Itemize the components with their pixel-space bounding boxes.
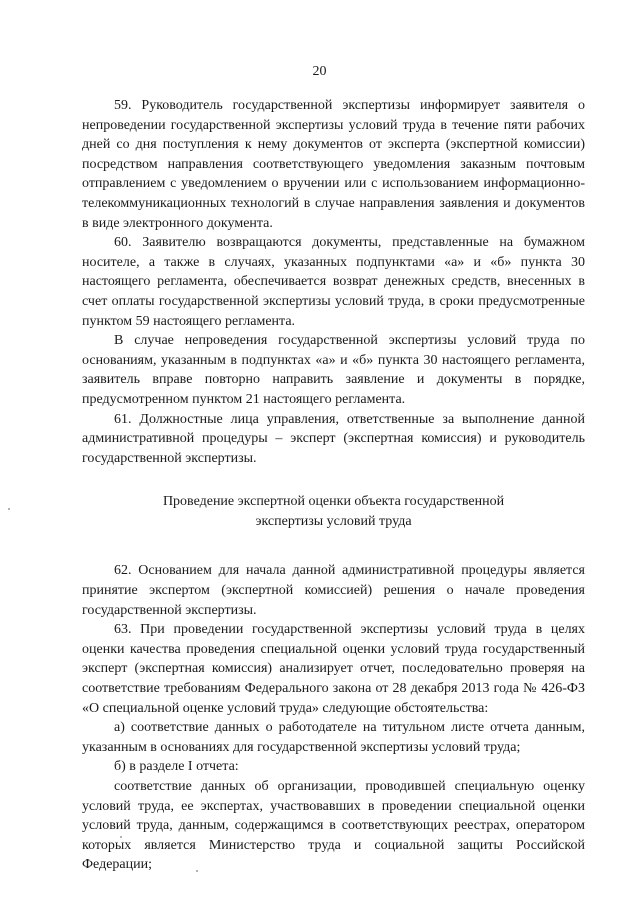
- scan-speck: [196, 870, 198, 872]
- paragraph-59: 59. Руководитель государственной экспертизы информирует заявителя о непроведении государственной экспертизы условий труда в течение пяти рабочих дней со дня поступления к нему документов от эксперта (экспертной комиссии) посредством направления соответствующего уведомления заказным почтовым отправлением с уведомлением о вручении или с использованием информационно-телекоммуникационных технологий в случае направления заявления и документов в виде электронного документа.: [82, 98, 585, 231]
- section-title-line-2: экспертизы условий труда: [255, 513, 412, 529]
- paragraph-63-item-a: а) соответствие данных о работодателе на титульном листе отчета данным, указанным в основаниях для государственной экспертизы условий труда;: [82, 720, 585, 755]
- paragraph-60-continued: В случае непроведения государственной экспертизы условий труда по основаниям, указанным в подпунктах «а» и «б» пункта 30 настоящего регламента, заявитель вправе повторно направить заявление и документы в порядке, предусмотренном пунктом 21 настоящего регламента.: [82, 333, 585, 407]
- scan-speck: [8, 508, 10, 510]
- paragraph-60: 60. Заявителю возвращаются документы, представленные на бумажном носителе, а также в случаях, указанных подпунктами «а» и «б» пункта 30 настоящего регламента, обеспечивается возврат денежных средств, внесенных в счет оплаты государственной экспертизы условий труда, в сроки предусмотренные пунктом 59 настоящего регламента.: [82, 235, 585, 329]
- section-title-line-1: Проведение экспертной оценки объекта государственной: [162, 494, 505, 510]
- paragraph-62: 62. Основанием для начала данной административной процедуры является принятие экспертом (экспертной комиссией) решения о начале проведения государственной экспертизы.: [82, 563, 585, 618]
- document-body: [82, 96, 585, 875]
- scan-speck: [120, 836, 122, 838]
- paragraph-61: 61. Должностные лица управления, ответственные за выполнение данной административной процедуры – эксперт (экспертная комиссия) и руководитель государственной экспертизы.: [82, 411, 585, 466]
- page-number: 20: [312, 64, 327, 79]
- paragraph-63-item-b-text: соответствие данных об организации, проводившей специальную оценку условий труда, ее экспертах, участвовавших в проведении специальной оценки условий труда, данным, содержащимся в соответствующих реестрах, оператором которых является Министерство труда и социальной защиты Российской Федерации;: [82, 779, 585, 873]
- section-title: [82, 492, 585, 531]
- paragraph-63: 63. При проведении государственной экспертизы условий труда в целях оценки качества проведения специальной оценки условий труда государственный эксперт (экспертная комиссия) анализирует отчет, последовательно проверяя на соответствие требованиям Федерального закона от 28 декабря 2013 года № 426-ФЗ «О специальной оценке условий труда» следующие обстоятельства:: [82, 622, 585, 716]
- paragraph-63-item-b: б) в разделе I отчета:: [114, 759, 239, 775]
